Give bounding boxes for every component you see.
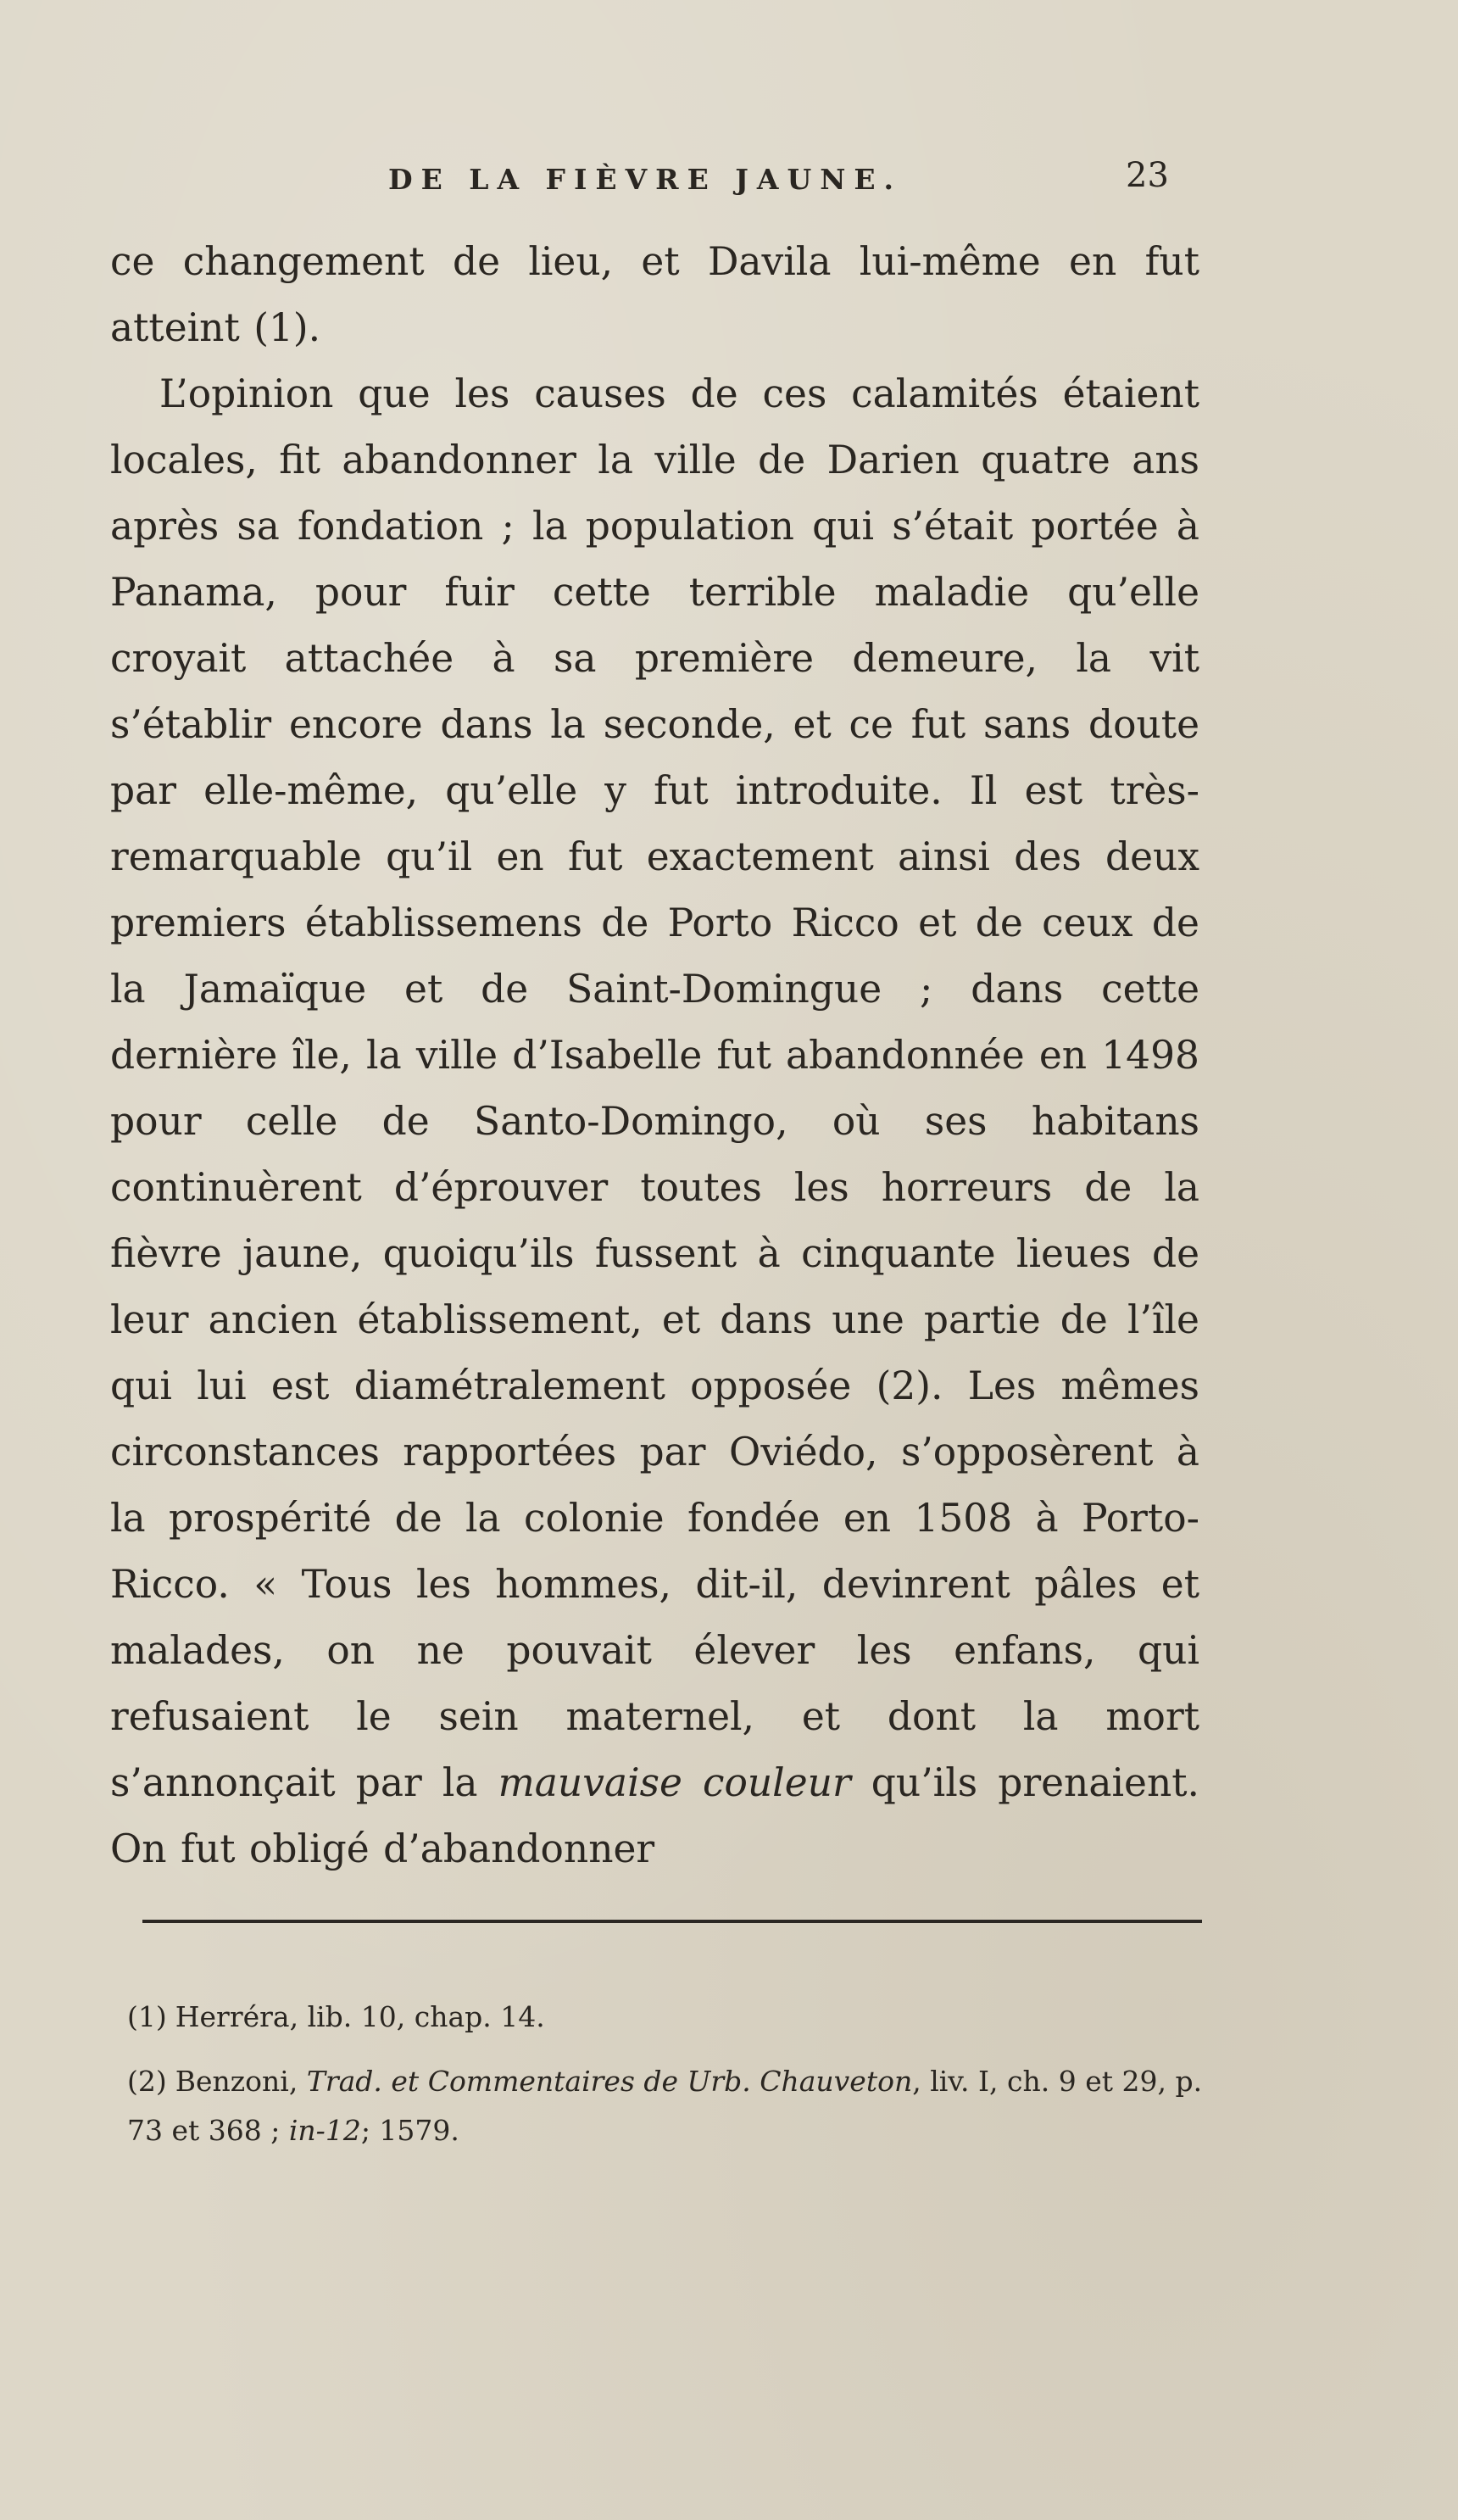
paragraph-main: [110, 361, 1199, 1882]
footnote-2-author: Benzoni,: [175, 2065, 298, 2098]
paragraph-main-italic-phrase: mauvaise couleur: [498, 1760, 851, 1805]
page-number: 23: [1126, 156, 1169, 195]
paragraph-main-text-before: L’opinion que les causes de ces calamités étaient locales, fit abandonner la ville de Darien quatre ans après sa fondation ; la population qui s’était portée à Panama, pour fuir cette terrible maladie qu’elle croyait attachée à sa première demeure, la vit s’établir encore dans la seconde, et ce fut sans doute par elle-même, qu’elle y fut introduite. Il est très-remarquable qu’il en fut exactement ainsi des deux premiers établissemens de Porto Ricco et de ceux de la Jamaïque et de Saint-Domingue ; dans cette dernière île, la ville d’Isabelle fut abandonnée en 1498 pour celle de Santo-Domingo, où ses habitans continuèrent d’éprouver toutes les horreurs de la fièvre jaune, quoiqu’ils fussent à cinquante lieues de leur ancien établissement, et dans une partie de l’île qui lui est diamétralement opposée (2). Les mêmes circonstances rapportées par Oviédo, s’opposèrent à la prospérité de la colonie fondée en 1508 à Porto-Ricco. « Tous les hommes, dit-il, devinrent pâles et malades, on ne pouvait élever les enfans, qui refusaient le sein maternel, et dont la mort s’annonçait par la: [110, 371, 1199, 1805]
paragraph-main-text-after: qu’ils prenaient. On fut obligé d’abandonner: [110, 1760, 1199, 1871]
footnote-1: [127, 1993, 1204, 2042]
footnote-2-text-end: ; 1579.: [360, 2114, 459, 2147]
footnote-rule: [142, 1920, 1202, 1923]
footnote-2: [127, 2057, 1204, 2155]
paragraph-continuation: ce changement de lieu, et Davila lui-même en fut atteint (1).: [110, 239, 1199, 350]
body-text: [110, 229, 1199, 1882]
footnote-1-mark: (1): [127, 2000, 167, 2033]
running-head: DE LA FIÈVRE JAUNE.: [388, 163, 903, 196]
footnote-2-text-after: , liv. I, ch. 9 et 29, p. 73 et 368 ;: [127, 2065, 1203, 2147]
footnote-2-mark: (2): [127, 2065, 167, 2098]
footnotes: [127, 1993, 1204, 2171]
footnote-2-italic-title: Trad. et Commentaires de Urb. Chauveton: [306, 2065, 913, 2098]
footnote-2-italic-format: in-12: [288, 2114, 361, 2147]
footnote-1-text: Herréra, lib. 10, chap. 14.: [175, 2000, 545, 2033]
